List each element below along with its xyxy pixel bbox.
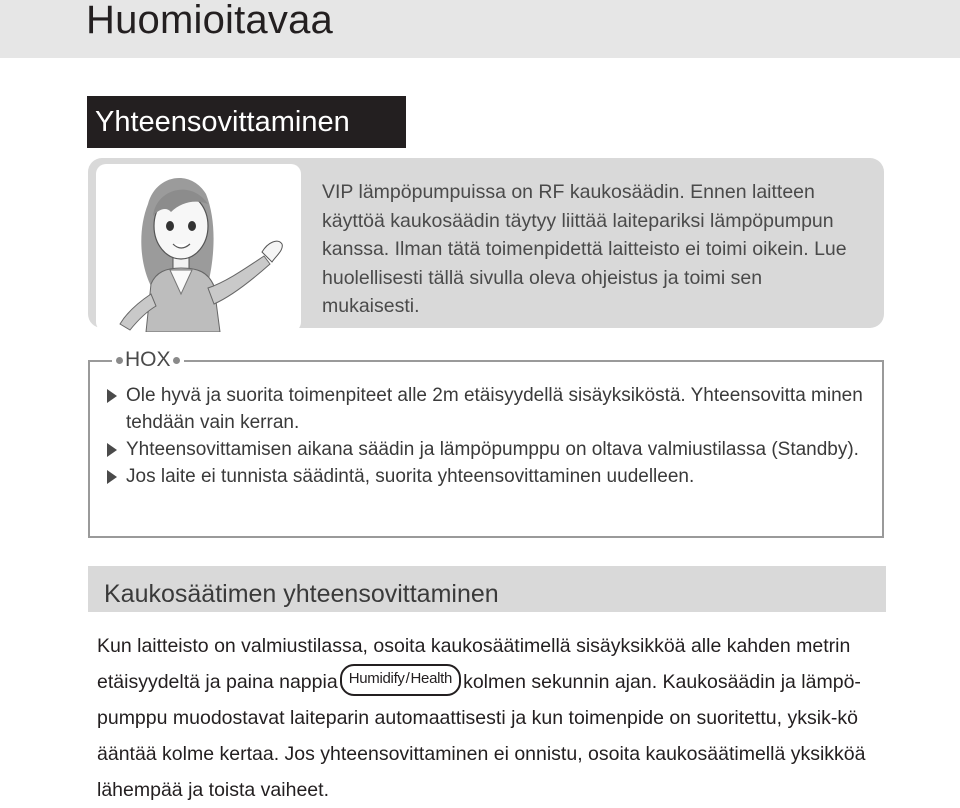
key-separator: / [405, 669, 410, 687]
woman-presenting-illustration [96, 164, 301, 332]
section-heading-pairing: Yhteensovittaminen [87, 96, 406, 148]
instructions-text-after: kolmen sekunnin ajan. Kaukosäädin ja lämpö-pumppu muodostavat laiteparin automaattisesti ja kun toimenpide on suoritettu, yksik-kö ääntää kolme kertaa. Jos yhteensovittaminen ei onnistu, osoita kaukosäätimellä yksikköä lähempää ja toista vaiheet. [97, 671, 866, 801]
list-item [105, 436, 875, 463]
triangle-bullet-icon [107, 470, 117, 484]
dot-icon [173, 357, 180, 364]
page-title: Huomioitavaa [86, 0, 333, 42]
intro-text: VIP lämpöpumpuissa on RF kaukosäädin. Ennen laitteen käyttöä kaukosäädin täytyy liittää laitepariksi lämpöpumpun kanssa. Ilman tätä toimenpidettä laitteisto ei toimi oikein. Lue huolellisesti tällä sivulla oleva ohjeistus ja toimi sen mukaisesti. [322, 181, 847, 317]
note-item-text: Jos laite ei tunnista säädintä, suorita yhteensovittaminen uudelleen. [126, 466, 695, 487]
note-list [105, 382, 875, 490]
list-item [105, 463, 875, 490]
note-label-wrap [112, 346, 184, 374]
note-item-text: Yhteensovittamisen aikana säädin ja lämpöpumppu on oltava valmiustilassa (Standby). [126, 439, 859, 460]
key-label-health: Health [410, 669, 453, 687]
triangle-bullet-icon [107, 443, 117, 457]
page-header [0, 0, 960, 58]
section-heading-remote-pairing: Kaukosäätimen yhteensovittaminen [104, 580, 499, 608]
illustration-frame [96, 164, 301, 332]
triangle-bullet-icon [107, 389, 117, 403]
pairing-instructions [97, 628, 897, 808]
humidify-health-key-icon [340, 664, 461, 696]
instructions-text-before: Kun laitteisto on valmiustilassa, osoita kaukosäätimellä sisäyksikköä alle kahden metrin etäisyydeltä ja paina nappia [97, 635, 851, 693]
key-label-humidify: Humidify [348, 669, 405, 687]
list-item [105, 382, 875, 436]
note-label: HOX [125, 348, 171, 371]
note-item-text: Ole hyvä ja suorita toimenpiteet alle 2m etäisyydellä sisäyksiköstä. Yhteensovitta minen tehdään vain kerran. [126, 385, 863, 433]
dot-icon [116, 357, 123, 364]
